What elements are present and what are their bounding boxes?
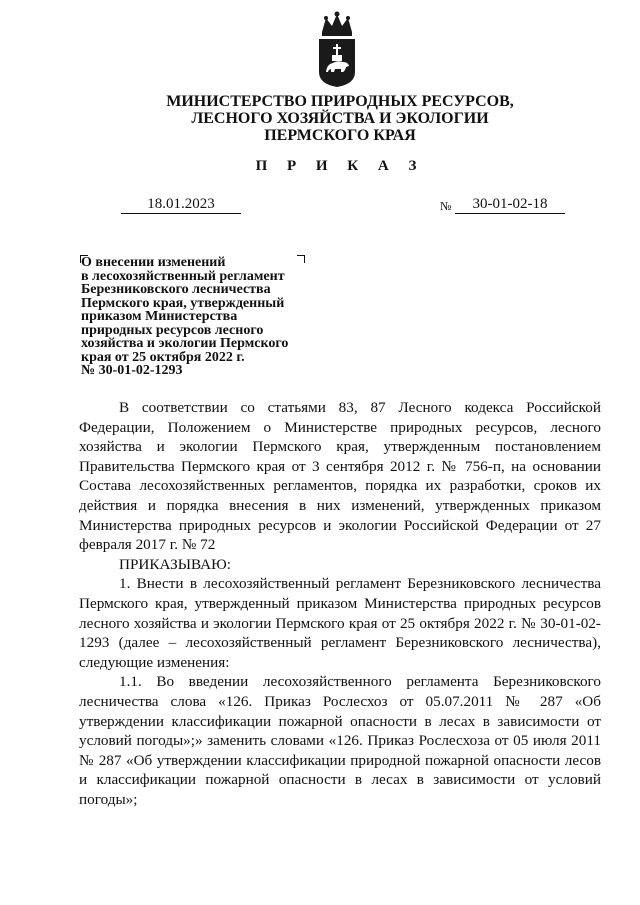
subject-line: № 30-01-02-1293 — [81, 363, 183, 378]
ministry-line: МИНИСТЕРСТВО ПРИРОДНЫХ РЕСУРСОВ, — [166, 93, 514, 110]
document-type-title: П Р И К А З — [255, 158, 425, 174]
item-1-paragraph: 1. Внести в лесохозяйственный регламент Березниковского лесничества Пермского края, утвержденный приказом Министерства природных ресурсов лесного хозяйства и экологии Пермского края от 25 октября 2022 г. № 30-01-02-1293 (далее – лесохозяйственный регламент Березниковского лесничества), следующие изменения: — [79, 575, 601, 671]
subject-line: О внесении изменений — [81, 255, 226, 270]
subject-line: Березниковского лесничества — [81, 282, 271, 297]
order-date: 18.01.2023 — [121, 196, 241, 214]
subject-line: природных ресурсов лесного — [81, 322, 264, 338]
subject-line: края от 25 октября 2022 г. — [81, 349, 245, 365]
order-number: 30-01-02-18 — [455, 196, 565, 214]
subject-line: приказом Министерства — [81, 309, 238, 324]
order-directive: ПРИКАЗЫВАЮ: — [119, 555, 231, 573]
order-subject — [81, 256, 321, 378]
ministry-line: ПЕРМСКОГО КРАЯ — [264, 127, 416, 144]
ministry-line: ЛЕСНОГО ХОЗЯЙСТВА И ЭКОЛОГИИ — [191, 110, 489, 127]
ministry-name — [140, 93, 540, 144]
number-sign: № — [440, 199, 452, 213]
subject-line: Пермского края, утвержденный — [81, 295, 285, 311]
subject-line: хозяйства и экологии Пермского — [81, 336, 289, 351]
preamble-paragraph: В соответствии со статьями 83, 87 Лесного кодекса Российской Федерации, Положением о Министерстве природных ресурсов, лесного хозяйства и экологии Пермского края, утвержденным постановлением Правительства Пермского края от 3 сентября 2012 г. № 756-п, на основании Состава лесохозяйственных регламентов, порядка их разработки, сроков их действия и порядка внесения в них изменений, утвержденных приказом Министерства природных ресурсов и экологии Российской Федерации от 27 февраля 2017 г. № 72 — [79, 399, 601, 554]
item-1-1-paragraph: 1.1. Во введении лесохозяйственного регламента Березниковского лесничества слова «126. Приказ Рослесхоз от 05.07.2011 № 287 «Об утверждении классификации пожарной опасности в лесах в зависимости от условий погоды»;» заменить словами «126. Приказ Рослесхоза от 05 июля 2011 № 287 «Об утверждении классификации природной пожарной опасности лесов и классификации пожарной опасности в лесах в зависимости от условий погоды»; — [79, 673, 601, 808]
perm-krai-coat-of-arms-icon — [312, 10, 362, 88]
order-body — [79, 398, 601, 809]
subject-line: в лесохозяйственный регламент — [81, 268, 285, 284]
